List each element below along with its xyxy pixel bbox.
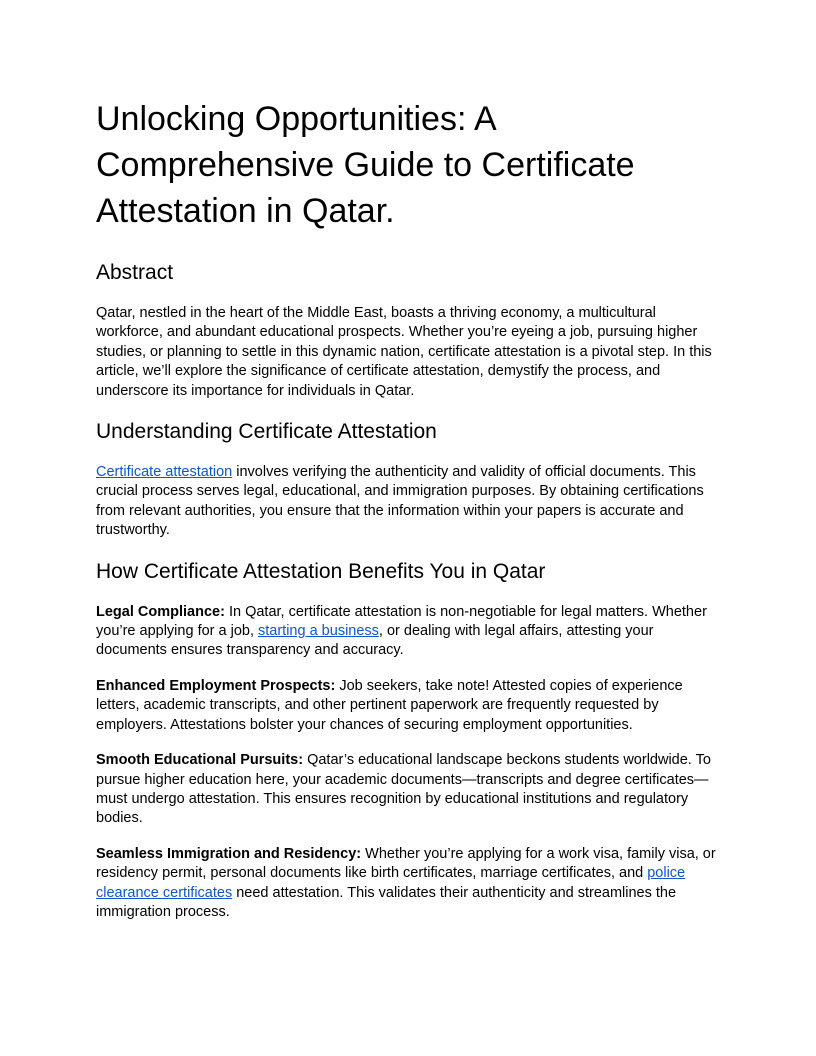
legal-compliance-text-after: , or dealing with legal affairs, attesting your documents ensures transparency and accuracy.	[96, 623, 654, 659]
legal-compliance-lead: Legal Compliance:	[96, 603, 225, 620]
education-text: Qatar’s educational landscape beckons students worldwide. To pursue higher education here, your academic documents—transcripts and degree certificates—must undergo attestation. This ensures recognition by educational institutions and regulatory bodies.	[96, 752, 711, 827]
immigration-text-before: Whether you’re applying for a work visa, family visa, or residency permit, personal documents like birth certificates, marriage certificates, and	[96, 845, 716, 882]
abstract-heading: Abstract	[96, 261, 174, 284]
immigration-paragraph	[96, 845, 720, 923]
understanding-text: involves verifying the authenticity and validity of official documents. This crucial process serves legal, educational, and immigration purposes. By obtaining certifications from relevant authorities, you ensure that the information within your papers is accurate and trustworthy.	[96, 464, 704, 539]
legal-compliance-paragraph	[96, 603, 720, 661]
certificate-attestation-link[interactable]: Certificate attestation	[96, 464, 233, 481]
benefits-heading: How Certificate Attestation Benefits You in Qatar	[96, 559, 546, 583]
education-paragraph	[96, 751, 720, 829]
education-lead: Smooth Educational Pursuits:	[96, 752, 304, 769]
immigration-text-after: need attestation. This validates their authenticity and streamlines the immigration process.	[96, 884, 677, 920]
understanding-paragraph	[96, 463, 720, 541]
police-clearance-certificates-link[interactable]: police clearance certificates	[96, 865, 686, 901]
abstract-paragraph: Qatar, nestled in the heart of the Middle East, boasts a thriving economy, a multicultural workforce, and abundant educational prospects. Whether you’re eyeing a job, pursuing higher studies, or planning to settle in this dynamic nation, certificate attestation is a pivotal step. In this article, we’ll explore the significance of certificate attestation, demystify the process, and underscore its importance for individuals in Qatar.	[96, 305, 712, 399]
immigration-lead: Seamless Immigration and Residency:	[96, 845, 362, 862]
starting-a-business-link[interactable]: starting a business	[258, 623, 379, 640]
employment-text: Job seekers, take note! Attested copies of experience letters, academic transcripts, and other pertinent paperwork are frequently requested by employers. Attestations bolster your chances of securing employment opportunities.	[96, 677, 683, 733]
page-title: Unlocking Opportunities: A Comprehensive Guide to Certificate Attestation in Qatar.	[96, 100, 635, 230]
employment-paragraph	[96, 677, 720, 735]
employment-lead: Enhanced Employment Prospects:	[96, 677, 336, 694]
legal-compliance-text-before: In Qatar, certificate attestation is non-negotiable for legal matters. Whether you’re applying for a job,	[96, 603, 707, 640]
understanding-heading: Understanding Certificate Attestation	[96, 420, 437, 444]
